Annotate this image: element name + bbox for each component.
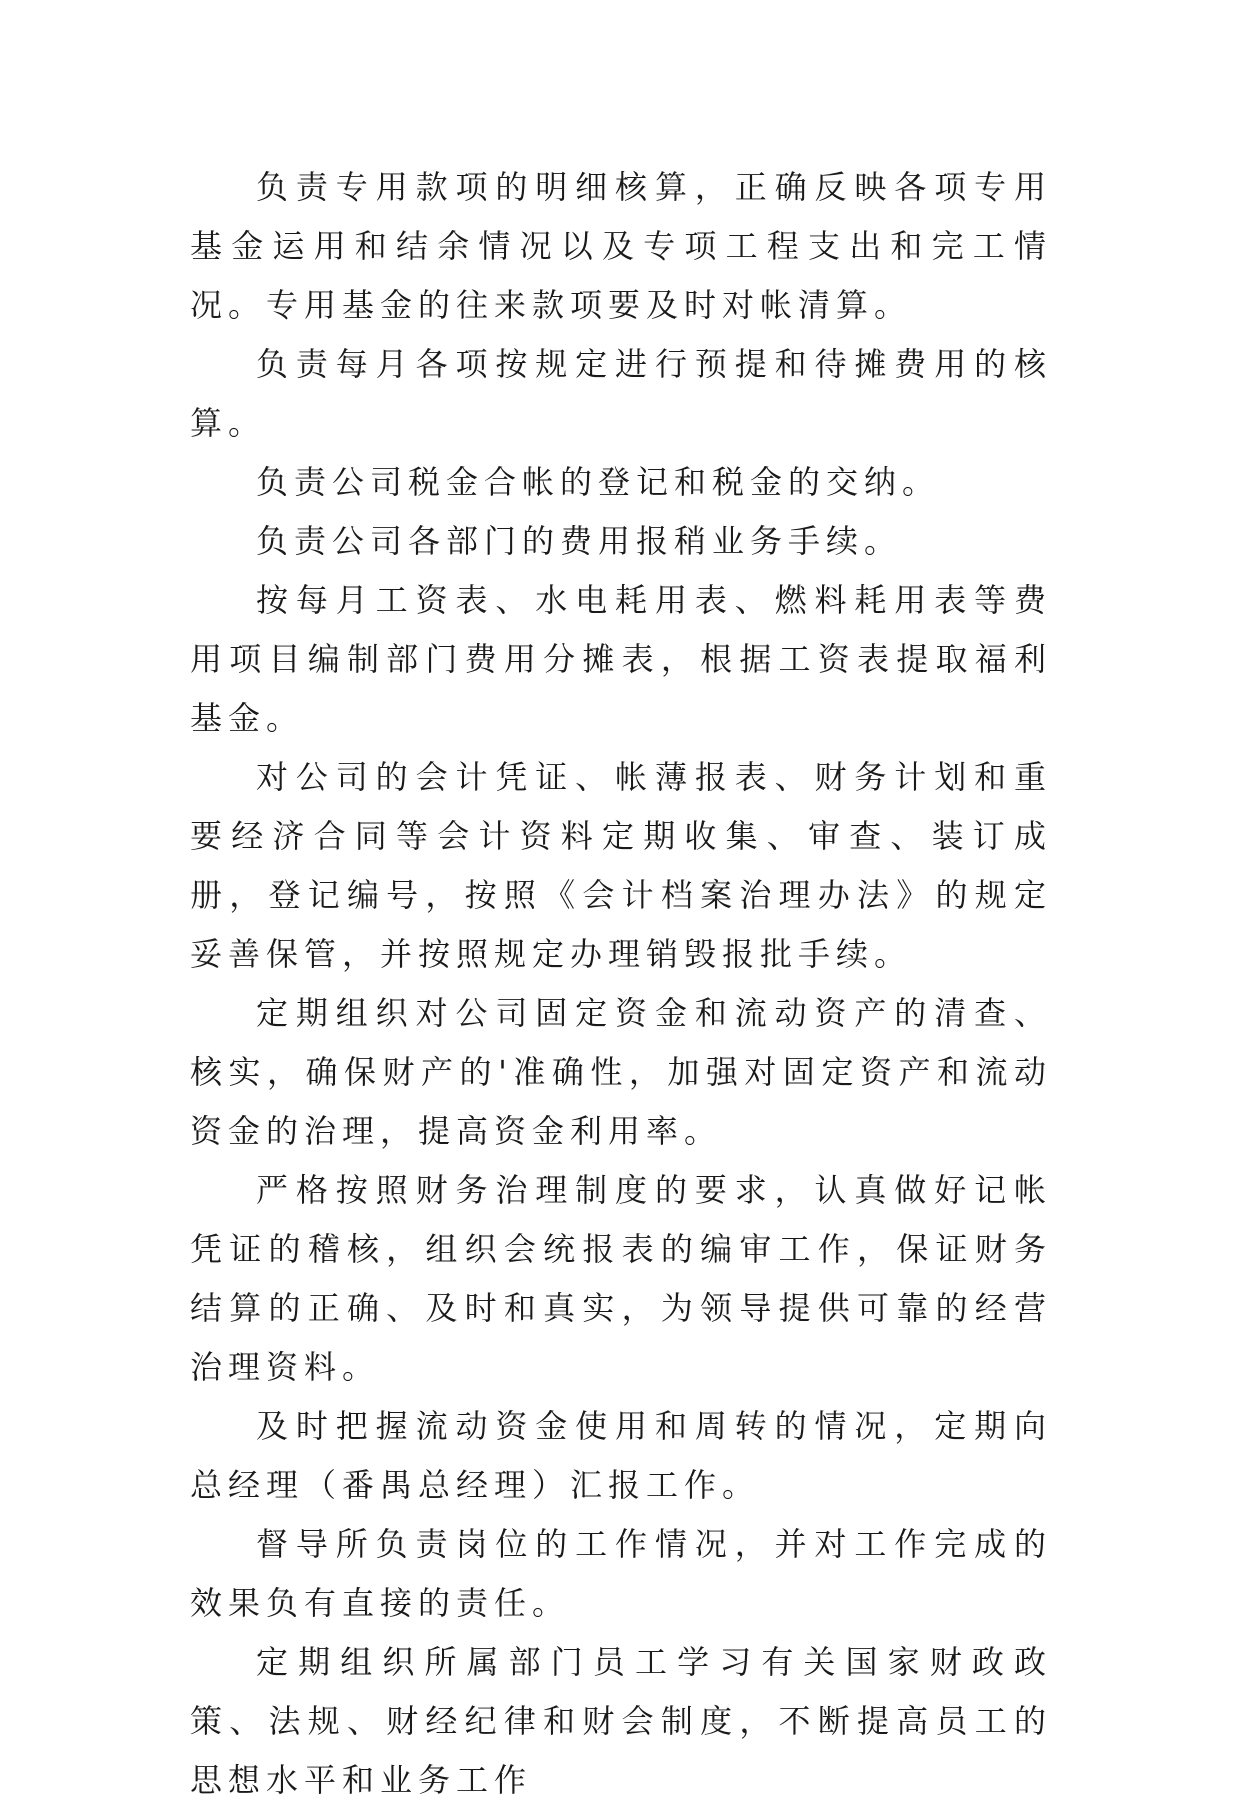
paragraph-audit: 严格按照财务治理制度的要求，认真做好记帐凭证的稽核，组织会统报表的编审工作，保证财务结算的正确、及时和真实，为领导提供可靠的经营治理资料。 xyxy=(190,1171,1052,1386)
paragraph-archives: 对公司的会计凭证、帐薄报表、财务计划和重要经济合同等会计资料定期收集、审查、装订成册，登记编号，按照《会计档案治理办法》的规定妥善保管，并按照规定办理销毁报批手续。 xyxy=(190,758,1052,973)
paragraph-taxes: 负责公司税金合帐的登记和税金的交纳。 xyxy=(256,463,941,501)
paragraph-supervision: 督导所负责岗位的工作情况，并对工作完成的效果负有直接的责任。 xyxy=(190,1525,1052,1622)
paragraph-working-capital: 及时把握流动资金使用和周转的情况，定期向总经理（番禺总经理）汇报工作。 xyxy=(190,1407,1052,1504)
paragraph-training: 定期组织所属部门员工学习有关国家财政政策、法规、财经纪律和财会制度，不断提高员工的思想水平和业务工作 xyxy=(190,1643,1052,1799)
document-body xyxy=(190,158,1052,1810)
paragraph-expense-claims: 负责公司各部门的费用报稍业务手续。 xyxy=(256,522,903,560)
paragraph-cost-allocation: 按每月工资表、水电耗用表、燃料耗用表等费用项目编制部门费用分摊表，根据工资表提取福利基金。 xyxy=(190,581,1052,737)
paragraph-asset-inventory: 定期组织对公司固定资金和流动资产的清查、核实，确保财产的'准确性，加强对固定资产和流动资金的治理，提高资金利用率。 xyxy=(190,994,1052,1150)
paragraph-accruals: 负责每月各项按规定进行预提和待摊费用的核算。 xyxy=(190,345,1052,442)
paragraph-special-funds: 负责专用款项的明细核算，正确反映各项专用基金运用和结余情况以及专项工程支出和完工情况。专用基金的往来款项要及时对帐清算。 xyxy=(190,168,1052,324)
